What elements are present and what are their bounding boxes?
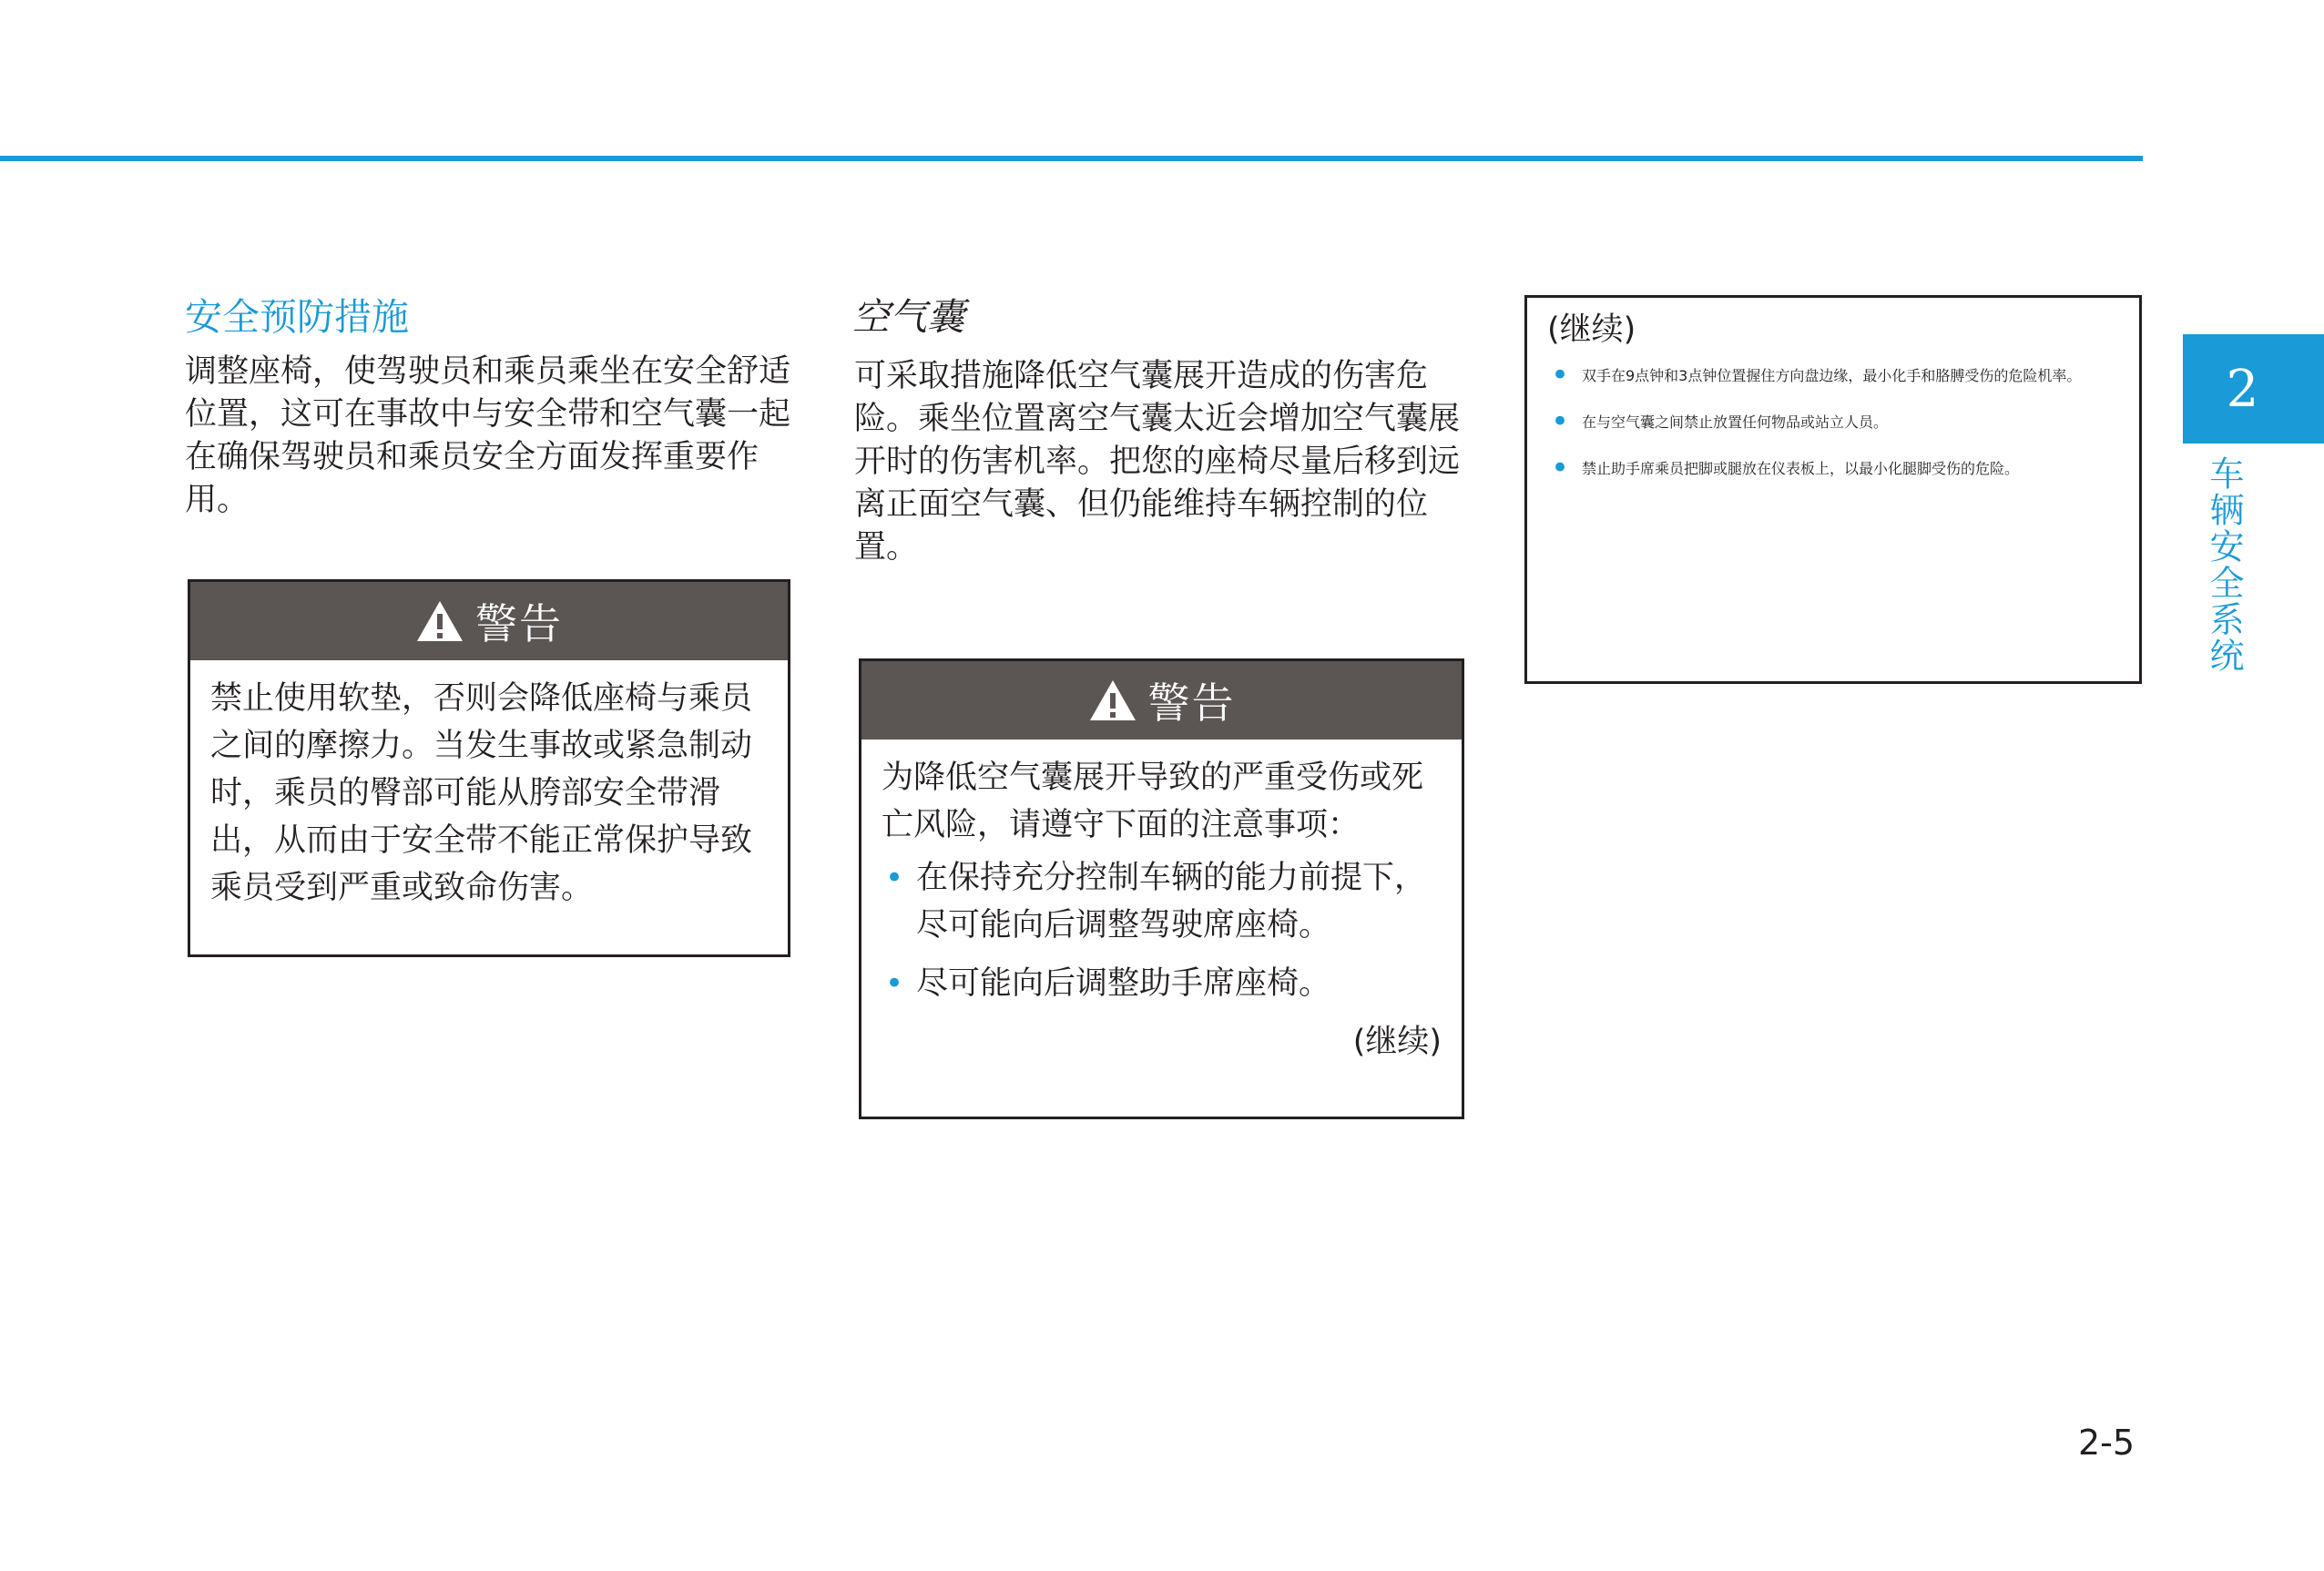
continued-label: (继续)	[1352, 1024, 1442, 1060]
warning-content	[861, 740, 1462, 1066]
warning-header-label: 警告	[1147, 678, 1236, 728]
header-rule	[0, 156, 2143, 161]
bullet-dot-icon: •	[885, 860, 904, 896]
continued-bullet-list	[1547, 356, 2119, 488]
list-item	[1547, 356, 2119, 395]
continued-label: (继续)	[1547, 311, 1636, 348]
list-item	[882, 960, 1442, 1007]
continued-warning-box	[1524, 295, 2142, 684]
list-item-text: 禁止助手席乘员把脚或腿放在仪表板上，以最小化腿脚受伤的危险。	[1582, 460, 2020, 477]
warning-bullet-list	[882, 854, 1442, 1007]
list-item	[1547, 403, 2119, 442]
list-item-text: 在与空气囊之间禁止放置任何物品或站立人员。	[1582, 413, 1889, 431]
bullet-dot-icon: •	[1551, 357, 1570, 393]
section-title-airbag: 空气囊	[852, 295, 964, 339]
chapter-number-tab[interactable]: 2	[2183, 334, 2324, 444]
list-item-text: 在保持充分控制车辆的能力前提下，尽可能向后调整驾驶席座椅。	[916, 860, 1427, 944]
section-title-safety-precautions: 安全预防措施	[185, 295, 409, 339]
bullet-dot-icon: •	[1551, 450, 1570, 486]
warning-header-label: 警告	[475, 599, 563, 648]
warning-text: 禁止使用软垫，否则会降低座椅与乘员之间的摩擦力。当发生事故或紧急制动时，乘员的臀部可能从胯部安全带滑出，从而由于安全带不能正常保护导致乘员受到严重或致命伤害。	[210, 680, 753, 906]
chapter-name: 车辆安全系统	[2204, 455, 2244, 674]
warning-header	[190, 582, 788, 660]
warning-triangle-icon	[415, 599, 464, 643]
warning-box-airbag	[859, 658, 1464, 1119]
warning-intro: 为降低空气囊展开导致的严重受伤或死亡风险，请遵守下面的注意事项：	[882, 760, 1424, 843]
airbag-paragraph: 可采取措施降低空气囊展开造成的伤害危险。乘坐位置离空气囊太近会增加空气囊展开时的伤害机率。把您的座椅尽量后移到远离正面空气囊、但仍能维持车辆控制的位置。	[854, 358, 1461, 566]
warning-header	[861, 661, 1462, 740]
warning-triangle-icon	[1088, 678, 1137, 722]
list-item	[1547, 449, 2119, 488]
bullet-dot-icon: •	[885, 965, 904, 1002]
list-item-text: 尽可能向后调整助手席座椅。	[916, 965, 1331, 1002]
safety-precautions-paragraph: 调整座椅，使驾驶员和乘员乘坐在安全舒适位置，这可在事故中与安全带和空气囊一起在确保驾驶员和乘员安全方面发挥重要作用。	[185, 353, 791, 518]
list-item-text: 双手在9点钟和3点钟位置握住方向盘边缘，最小化手和胳膊受伤的危险机率。	[1582, 367, 2082, 384]
page-number: 2-5	[2078, 1423, 2135, 1463]
list-item	[882, 854, 1442, 949]
warning-box-cushion	[188, 579, 790, 957]
bullet-dot-icon: •	[1551, 403, 1570, 440]
